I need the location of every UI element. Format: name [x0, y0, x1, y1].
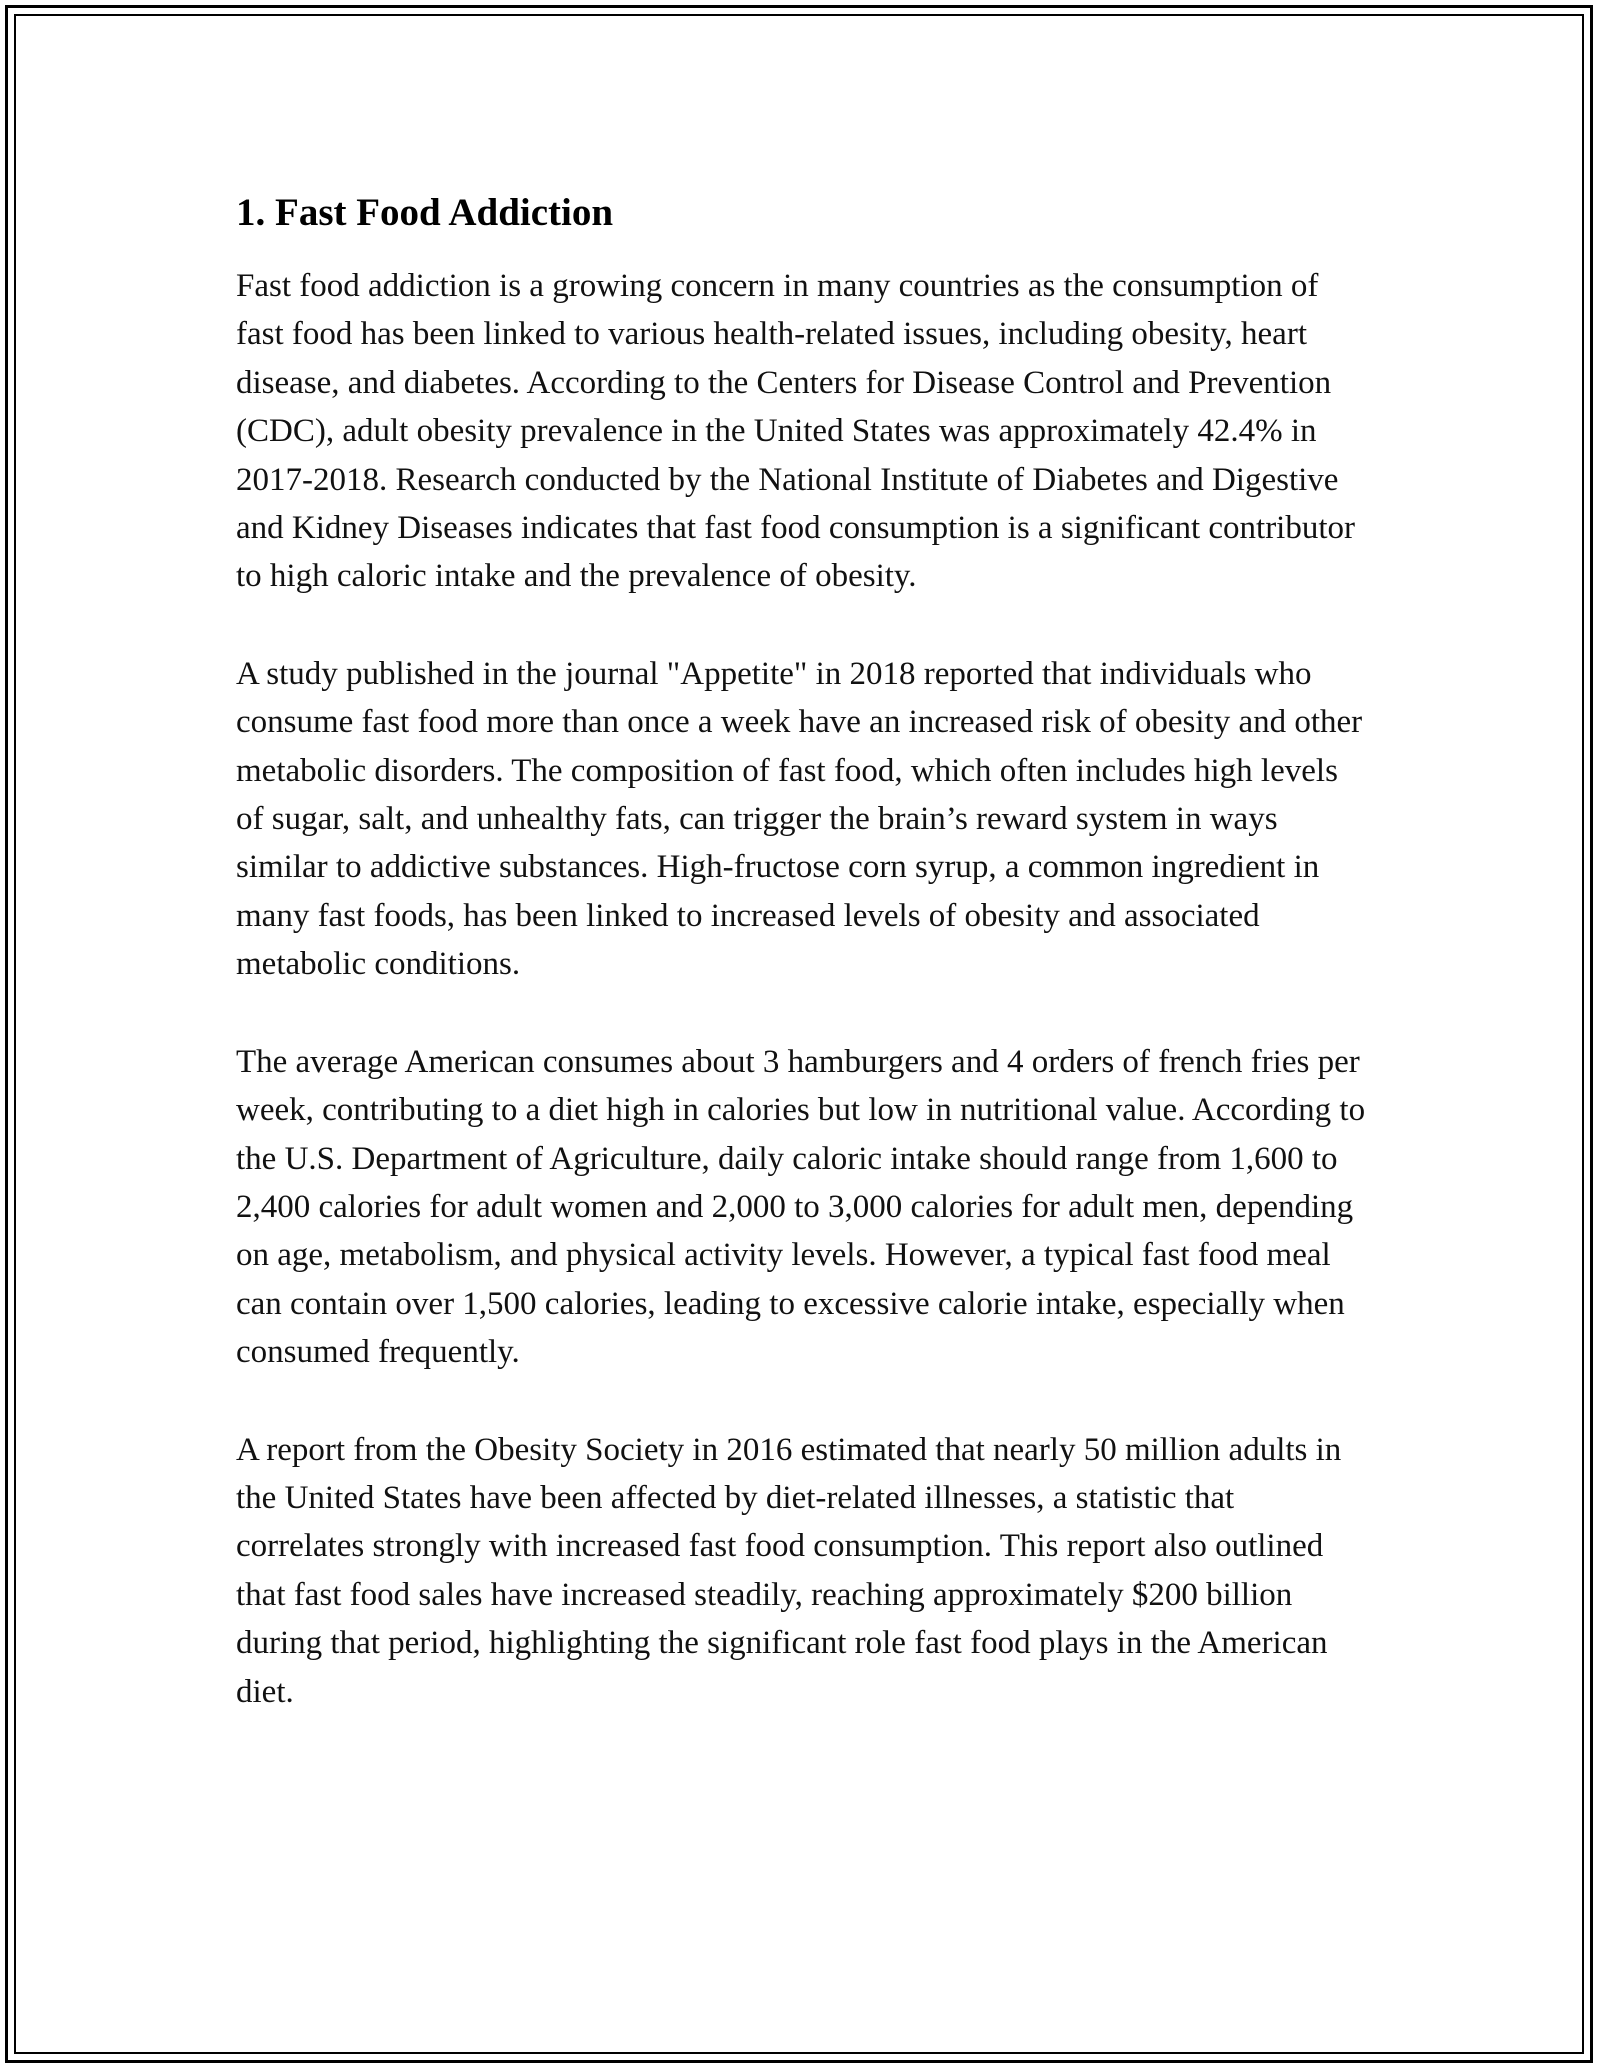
paragraph-intro: Fast food addiction is a growing concern in many countries as the consumption of fast food has been linked to various health-related issues, including obesity, heart disease, and diabetes. According to the Centers for Disease Control and Prevention (CDC), adult obesity prevalence in the United States was approximately 42.4% in 2017-2018. Research conducted by the National Institute of Diabetes and Digestive and Kidney Diseases indicates that fast food consumption is a significant contributor to high caloric intake and the prevalence of obesity.	[236, 268, 1356, 595]
paragraph-obesity-society-report: A report from the Obesity Society in 2016 estimated that nearly 50 million adults in the United States have been affected by diet-related illnesses, a statistic that correlates strongly with increased fast food consumption. This report also outlined that fast food sales have increased steadily, reaching approximately $200 billion during that period, highlighting the significant role fast food plays in the American diet.	[236, 1431, 1342, 1710]
document-body	[236, 186, 1366, 1716]
section-title: 1. Fast Food Addiction	[236, 191, 614, 234]
paragraph-appetite-study: A study published in the journal "Appetite" in 2018 reported that individuals who consume fast food more than once a week have an increased risk of obesity and other metabolic disorders. The composition of fast food, which often includes high levels of sugar, salt, and unhealthy fats, can trigger the brain’s reward system in ways similar to addictive substances. High-fructose corn syrup, a common ingredient in many fast foods, has been linked to increased levels of obesity and associated metabolic conditions.	[236, 655, 1363, 983]
paragraph-consumption-calories: The average American consumes about 3 hamburgers and 4 orders of french fries per week, contributing to a diet high in calories but low in nutritional value. According to the U.S. Department of Agriculture, daily caloric intake should range from 1,600 to 2,400 calories for adult women and 2,000 to 3,000 calories for adult men, depending on age, metabolism, and physical activity levels. However, a typical fast food meal can contain over 1,500 calories, leading to excessive calorie intake, especially when consumed frequently.	[236, 1043, 1366, 1371]
